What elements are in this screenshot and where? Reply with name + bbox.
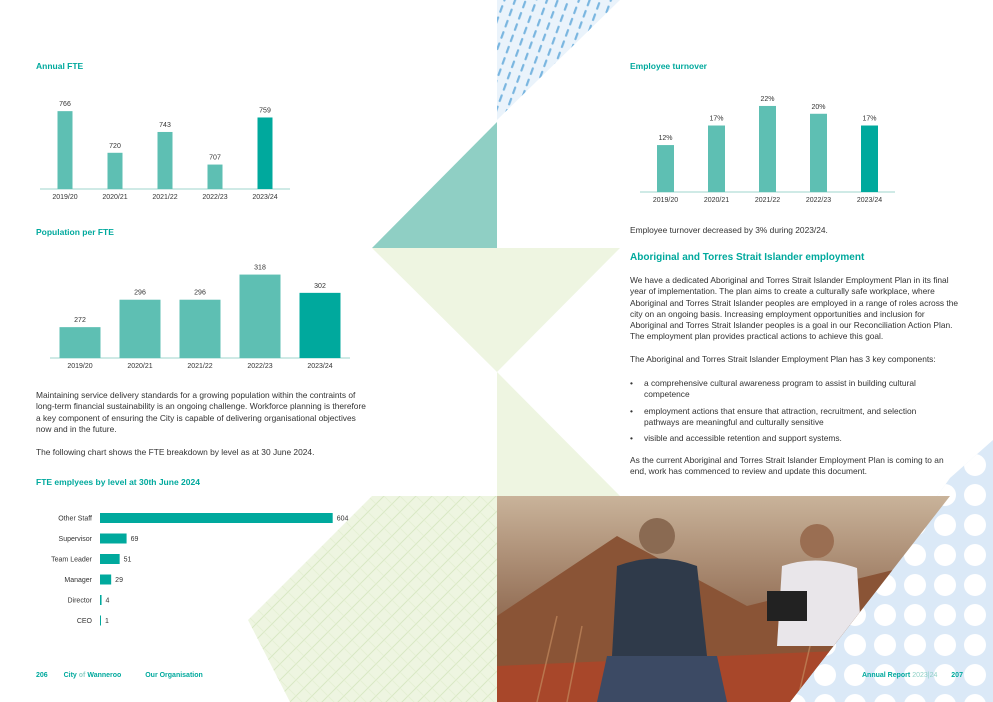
bar bbox=[240, 275, 281, 358]
data-label: 51 bbox=[123, 556, 132, 564]
bar bbox=[58, 111, 73, 189]
data-label: 759 bbox=[259, 107, 271, 115]
bar bbox=[759, 106, 776, 192]
data-label: 272 bbox=[74, 317, 86, 325]
bar bbox=[100, 554, 120, 564]
review-paragraph: As the current Aboriginal and Torres Strait Islander Employment Plan is coming to an end, work has commenced to review and update this document. bbox=[630, 455, 944, 477]
workforce-paragraph bbox=[36, 390, 366, 435]
bar bbox=[258, 117, 273, 189]
bar bbox=[657, 145, 674, 192]
data-label: 707 bbox=[209, 154, 221, 162]
data-label: 720 bbox=[109, 142, 121, 150]
tick-label: 2020/21 bbox=[703, 197, 730, 204]
annual-fte-chart bbox=[40, 85, 290, 205]
tick-label: 2022/23 bbox=[805, 197, 832, 204]
bar bbox=[180, 300, 221, 358]
annual-fte-title: Annual FTE bbox=[36, 61, 84, 71]
data-label: 318 bbox=[254, 264, 266, 272]
data-label: 22% bbox=[760, 95, 775, 103]
bar bbox=[60, 327, 101, 358]
bar bbox=[100, 595, 102, 605]
footer-report-label: Annual Report bbox=[862, 672, 911, 679]
right-page-number: 207 bbox=[951, 672, 963, 679]
tick-label: 2021/22 bbox=[754, 197, 781, 204]
tick-label: 2020/21 bbox=[102, 194, 128, 201]
tick-label: 2023/24 bbox=[856, 197, 883, 204]
data-label: 17% bbox=[709, 115, 724, 123]
tick-label: 2020/21 bbox=[127, 363, 153, 370]
bar bbox=[708, 126, 725, 192]
decor-triangle-green bbox=[372, 248, 620, 372]
footer-report-year: 2023|24 bbox=[912, 672, 938, 679]
tick-label: 2021/22 bbox=[187, 363, 213, 370]
tick-label: 2019/20 bbox=[52, 194, 78, 201]
data-label: 69 bbox=[130, 536, 139, 543]
bar bbox=[100, 534, 127, 544]
tick-label: Team Leader bbox=[51, 556, 92, 564]
population-per-fte-chart bbox=[50, 252, 350, 374]
bar bbox=[158, 132, 173, 189]
data-label: 604 bbox=[336, 515, 349, 523]
tick-label: Other Staff bbox=[58, 515, 92, 523]
tick-label: Director bbox=[67, 597, 92, 605]
right-footer bbox=[862, 672, 963, 679]
bar bbox=[810, 114, 827, 192]
footer-section: Our Organisation bbox=[145, 672, 203, 679]
bar bbox=[100, 575, 111, 585]
bar bbox=[300, 293, 341, 358]
tick-label: 2023/24 bbox=[252, 194, 278, 201]
fte-by-level-chart bbox=[30, 505, 370, 635]
tick-label: 2021/22 bbox=[152, 194, 178, 201]
population-per-fte-title: Population per FTE bbox=[36, 227, 114, 237]
decor-triangle-teal bbox=[372, 122, 497, 248]
employee-turnover-chart bbox=[640, 88, 895, 206]
tick-label: Supervisor bbox=[58, 536, 92, 543]
footer-city-of: of bbox=[78, 672, 86, 679]
fte-by-level-title: FTE emplyees by level at 30th June 2024 bbox=[36, 477, 200, 487]
section-heading: Aboriginal and Torres Strait Islander employment bbox=[630, 252, 865, 263]
data-label: 17% bbox=[862, 115, 877, 123]
data-label: 766 bbox=[59, 101, 71, 109]
tick-label: 2019/20 bbox=[652, 197, 679, 204]
data-label: 29 bbox=[115, 577, 123, 584]
bar bbox=[120, 300, 161, 358]
employee-turnover-title: Employee turnover bbox=[630, 61, 707, 71]
left-page-number: 206 bbox=[36, 672, 48, 679]
list-item: • a comprehensive cultural awareness program to assist in building cultural competence bbox=[630, 378, 940, 401]
turnover-note: Employee turnover decreased by 3% during 2023/24. bbox=[630, 225, 828, 235]
key-components-intro: The Aboriginal and Torres Strait Islander Employment Plan has 3 key components: bbox=[630, 354, 936, 364]
data-label: 296 bbox=[194, 289, 206, 297]
list-item: • employment actions that ensure that attraction, recruitment, and selection pathways are meaningful and culturally sensitive bbox=[630, 406, 940, 429]
tick-label: Manager bbox=[64, 577, 92, 584]
tick-label: CEO bbox=[76, 618, 92, 625]
tick-label: 2019/20 bbox=[67, 363, 93, 370]
list-item: • visible and accessible retention and support systems. bbox=[630, 433, 940, 444]
workforce-paragraph-text: Maintaining service delivery standards for a growing population within the contraints of long-term financial sustainability is an ongoing challenge. Workforce planning is therefore a key component of ensuring the City is capable of delivering organisational objectives now and in the future. bbox=[36, 390, 366, 434]
employment-plan-paragraph: We have a dedicated Aboriginal and Torres Strait Islander Employment Plan in its final year of implementation. The plan aims to create a culturally safe workplace, where Aboriginal and Torres Strait Islander peoples are employed in a range of roles across the city on an ongoing basis. Increasing employment opportunities and inclusion for Aboriginal and Torres Strait Islander peoples is a goal in our Reconciliation Action Plan. The employment plan provides practical actions to achieve this goal. bbox=[630, 275, 959, 342]
data-label: 12% bbox=[658, 135, 673, 143]
data-label: 1 bbox=[105, 618, 109, 625]
left-footer bbox=[36, 672, 203, 679]
fte-breakdown-paragraph: The following chart shows the FTE breakdown by level as at 30 June 2024. bbox=[36, 447, 315, 457]
data-label: 743 bbox=[159, 121, 171, 129]
key-components-list bbox=[630, 378, 940, 449]
footer-city-name: Wanneroo bbox=[87, 672, 122, 679]
footer-city-prefix: City bbox=[63, 672, 77, 679]
data-label: 296 bbox=[134, 289, 146, 297]
data-label: 20% bbox=[811, 103, 826, 111]
bar bbox=[100, 513, 333, 523]
bar bbox=[208, 165, 223, 189]
tick-label: 2022/23 bbox=[202, 194, 228, 201]
tick-label: 2022/23 bbox=[247, 363, 273, 370]
bar bbox=[100, 616, 101, 626]
bar bbox=[861, 126, 878, 192]
data-label: 4 bbox=[105, 597, 110, 605]
data-label: 302 bbox=[314, 282, 326, 290]
bar bbox=[108, 153, 123, 189]
tick-label: 2023/24 bbox=[307, 363, 333, 370]
